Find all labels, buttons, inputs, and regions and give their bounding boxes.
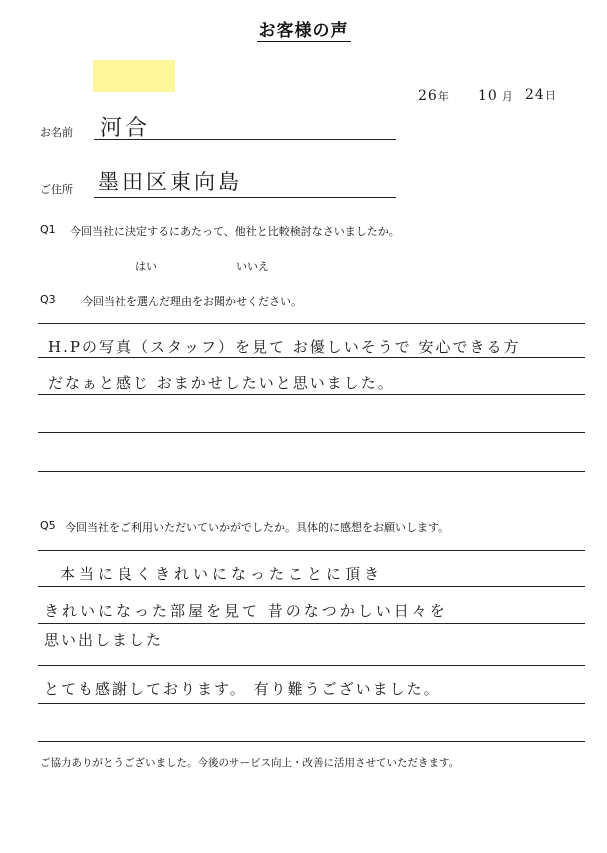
q3-line-2: [38, 357, 585, 358]
q1-option-no: いいえ: [236, 260, 269, 273]
q1-number: Q1: [40, 223, 56, 236]
q5-line-6: [38, 741, 585, 742]
highlight-marker: [93, 60, 175, 92]
q5-answer-3: 思い出しました: [44, 631, 164, 649]
q5-line-1: [38, 550, 585, 551]
name-value: 河合: [100, 116, 151, 141]
q5-line-4: [38, 665, 585, 666]
q3-line-1: [38, 323, 585, 324]
q3-line-4: [38, 432, 585, 433]
q3-number: Q3: [40, 293, 56, 306]
q5-answer-4: とても感謝しております。 有り難うございました。: [44, 680, 441, 698]
q3-text: 今回当社を選んだ理由をお聞かせください。: [82, 295, 302, 308]
name-underline: [94, 139, 396, 140]
q5-line-2: [38, 586, 585, 587]
q5-number: Q5: [40, 519, 56, 532]
q5-line-3: [38, 623, 585, 624]
q1-option-yes: はい: [135, 260, 157, 273]
address-underline: [94, 197, 396, 198]
name-label: お名前: [40, 126, 73, 139]
page-title-text: お客様の声: [258, 21, 349, 41]
q1-text: 今回当社に決定するにあたって、他社と比較検討なさいましたか。: [70, 225, 400, 238]
date-day: 24日: [525, 87, 557, 103]
q3-line-5: [38, 471, 585, 472]
footer-note: ご協力ありがとうございました。今後のサービス向上・改善に活用させていただきます。: [40, 757, 460, 769]
address-label: ご住所: [40, 183, 73, 196]
address-value: 墨田区東向島: [98, 170, 242, 194]
date-month: 10 月: [478, 88, 514, 104]
q5-answer-1: 本当に良くきれいになったことに頂き: [60, 565, 384, 583]
q3-line-3: [38, 394, 585, 395]
q5-answer-2: きれいになった部屋を見て 昔のなつかしい日々を: [44, 602, 448, 620]
q5-line-5: [38, 703, 585, 704]
page-title: [0, 16, 607, 41]
q5-text: 今回当社をご利用いただいていかがでしたか。具体的に感想をお願いします。: [65, 521, 450, 534]
q3-answer-2: だなぁと感じ おまかせしたいと思いました。: [48, 374, 395, 392]
date-year: 26年: [418, 88, 450, 104]
q3-answer-1: H.Pの写真（スタッフ）を見て お優しいそうで 安心できる方: [48, 338, 521, 356]
